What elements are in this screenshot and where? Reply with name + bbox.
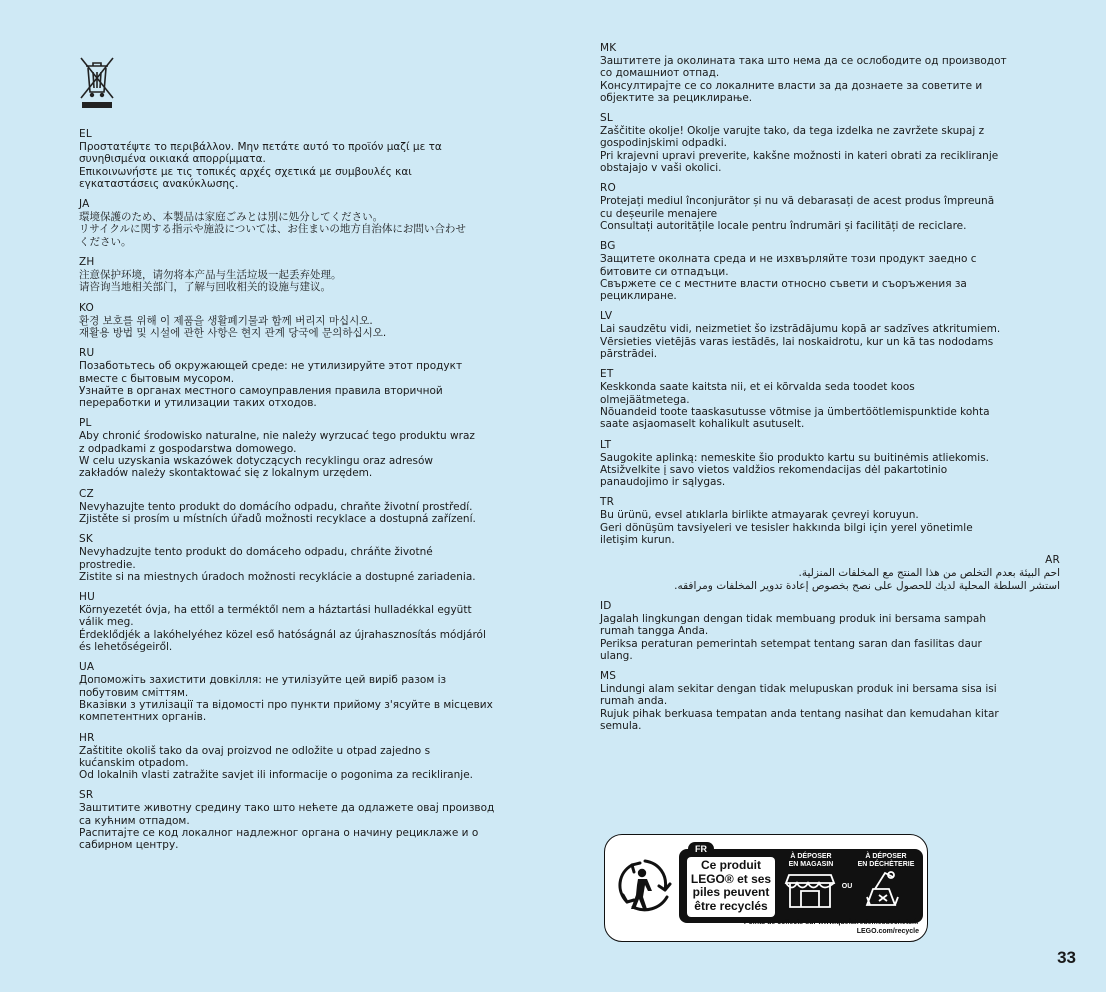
language-block-zh xyxy=(79,256,549,294)
disposal-instructions: Saugokite aplinką: nemeskite šio produkto kartu su buitinėmis atliekomis. Atsižvelkite į savo vietos valdžios rekomendacijas dėl pakartotinio panaudojimo ir sąlygas. xyxy=(600,451,990,489)
language-block-sk xyxy=(79,533,549,583)
language-block-mk xyxy=(600,42,1060,104)
language-code: LV xyxy=(600,310,613,323)
disposal-instructions: Zaštitite okoliš tako da ovaj proizvod ne odložite u otpad zajedno s kućanskim otpadom. Od lokalnih vlasti zatražite savjet ili informacije o pogonima za recikliranje. xyxy=(79,744,473,782)
disposal-instructions: Προστατέψτε το περιβάλλον. Μην πετάτε αυτό το προϊόν μαζί με τα συνηθισμένα οικιακά απορρίμματα. Επικοινωνήστε με τις τοπικές αρχές σχετικά με συμβουλές και εγκαταστάσεις ανακύκλωσης. xyxy=(79,141,442,190)
language-code: CZ xyxy=(79,487,94,500)
collection-points-text: Points de collecte sur www.quefairedemesdechets.fr LEGO.com/recycle xyxy=(743,919,919,935)
disposal-instructions: Zaščitite okolje! Okolje varujte tako, da tega izdelka ne zavržete skupaj z gospodinjskimi odpadki. Pri krajevni upravi preverite, kakšne možnosti in kateri obrati za recikliranje obstajajo v vaši okolici. xyxy=(600,125,999,175)
language-block-id xyxy=(600,600,1060,662)
triman-recycling-badge xyxy=(604,834,928,942)
disposal-instructions: Защитете околната среда и не изхвърляйте този продукт заедно с битовите си отпадъци. Свържете се с местните власти относно съвети и съоръжения за рециклиране. xyxy=(600,253,977,303)
disposal-instructions: Környezetét óvja, ha ettől a terméktől nem a háztartási hulladékkal együtt válik meg. Érdeklődjék a lakóhelyéhez közel eső hatóságnál az újrahasznosítás módjáról és lehetőségeiről. xyxy=(79,604,486,654)
disposal-instructions: Допоможіть захистити довкілля: не утилізуйте цей виріб разом із побутовим сміттям. Вказівки з утилізації та відомості про пункти прийому з'ясуйте в місцевих компетентних органів. xyxy=(79,674,493,724)
language-code: AR xyxy=(1045,554,1060,567)
language-code: RO xyxy=(600,182,616,195)
disposal-instructions: 環境保護のため、本製品は家庭ごみとは別に処分してください。 リサイクルに関する指示や施設については、お住まいの地方自治体にお問い合わせ ください。 xyxy=(79,211,466,248)
or-label: OU xyxy=(841,883,853,890)
disposal-instructions: Заштитете ја околината така што нема да се ослободите од производот со домашниот отпад. Консултирајте се со локалните власти за да дознаете за советите и објектите за рециклирање. xyxy=(600,55,1007,104)
language-code: LT xyxy=(600,438,612,451)
language-block-cz xyxy=(79,488,549,526)
language-block-sl xyxy=(600,112,1060,174)
disposal-instructions: Aby chronić środowisko naturalne, nie należy wyrzucać tego produktu wraz z odpadkami z gospodarstwa domowego. W celu uzyskania wskazówek dotyczących recyklingu oraz adresów zakładów należy skontaktować się z lokalnym urzędem. xyxy=(79,430,475,480)
disposal-instructions: Jagalah lingkungan dengan tidak membuang produk ini bersama sampah rumah tangga Anda. Periksa peraturan pemerintah setempat tentang saran dan fasilitas daur ulang. xyxy=(600,612,987,662)
language-code: ID xyxy=(600,599,612,612)
disposal-instructions: 注意保护环境，请勿将本产品与生活垃圾一起丢弃处理。 请咨询当地相关部门，了解与回收相关的设施与建议。 xyxy=(79,269,342,294)
language-block-ro xyxy=(600,182,1060,232)
right-column xyxy=(600,42,1060,740)
language-block-lv xyxy=(600,310,1060,360)
language-code: MK xyxy=(600,42,617,54)
language-block-tr xyxy=(600,496,1060,546)
recyclable-statement: Ce produit LEGO® et ses piles peuvent être recyclés xyxy=(690,858,772,913)
disposal-instructions: Позаботьтесь об окружающей среде: не утилизируйте этот продукт вместе с бытовым мусором. Узнайте в органах местного самоуправления правила вторичной переработки и утилизации таких отходов. xyxy=(79,360,463,410)
language-code: ET xyxy=(600,368,614,381)
language-block-el xyxy=(79,128,549,190)
triman-icon xyxy=(620,861,670,910)
disposal-instructions: Nevyhazujte tento produkt do domácího odpadu, chraňte životní prostředí. Zjistěte si prosím u místních úřadů možnosti recyklace a dostupná zařízení. xyxy=(79,500,476,525)
disposal-instructions: Nevyhadzujte tento produkt do domáceho odpadu, chráňte životné prostredie. Zistite si na miestnych úradoch možnosti recyklácie a dostupné zariadenia. xyxy=(79,546,476,583)
language-block-bg xyxy=(600,240,1060,302)
language-code: KO xyxy=(79,301,94,314)
language-block-ua xyxy=(79,661,549,723)
disposal-instructions: Keskkonda saate kaitsta nii, et ei kõrvalda seda toodet koos olmejäätmetega. Nõuandeid toote taaskasutusse võtmise ja ümbertöötlemispunktide kohta saate asjaomaselt kohalikult asutuselt. xyxy=(600,381,990,431)
store-drop-label: À DÉPOSER EN MAGASIN xyxy=(788,853,834,868)
language-code: JA xyxy=(79,198,90,211)
language-code: SK xyxy=(79,533,93,546)
disposal-instructions: Lai saudzētu vidi, neizmetiet šo izstrādājumu kopā ar sadzīves atkritumiem. Vērsieties vietējās varas iestādēs, lai noskaidrotu, kur un kā tas nododams pārstrādei. xyxy=(600,323,1001,361)
language-code: HU xyxy=(79,591,95,604)
fr-country-badge: FR xyxy=(688,842,714,856)
language-block-sr xyxy=(79,789,549,851)
language-code: BG xyxy=(600,240,616,253)
page-number: 33 xyxy=(1057,948,1076,967)
language-block-hu xyxy=(79,591,549,653)
language-block-ja xyxy=(79,198,549,248)
language-block-pl xyxy=(79,417,549,479)
language-code: SR xyxy=(79,789,94,802)
disposal-instructions: Protejați mediul înconjurător și nu vă debarasați de acest produs împreună cu deșeurile menajere Consultați autoritățile locale pentru îndrumări și facilități de reciclare. xyxy=(600,195,995,232)
disposal-instructions: Lindungi alam sekitar dengan tidak melupuskan produk ini bersama sisa isi rumah anda. Rujuk pihak berkuasa tempatan anda tentang nasihat dan kemudahan kitar semula. xyxy=(600,683,999,732)
language-code: SL xyxy=(600,112,613,125)
disposal-instructions: احم البيئة بعدم التخلص من هذا المنتج مع المخلفات المنزلية. استشر السلطة المحلية لديك للحصول على نصح بخصوص إعادة تدوير المخلفات ومرافقه. xyxy=(674,567,1060,592)
language-block-hr xyxy=(79,732,549,782)
language-code: RU xyxy=(79,347,95,360)
waste-centre-drop-label: À DÉPOSER EN DÉCHÈTERIE xyxy=(857,853,915,868)
crossed-out-bin-icon xyxy=(79,54,115,110)
language-code: EL xyxy=(79,128,92,140)
language-code: TR xyxy=(600,496,615,509)
disposal-instructions: 환경 보호를 위해 이 제품을 생활폐기물과 함께 버리지 마십시오. 재활용 방법 및 시설에 관한 사항은 현지 관계 당국에 문의하십시오. xyxy=(79,314,387,339)
language-block-ar xyxy=(600,554,1060,592)
disposal-instructions: Bu ürünü, evsel atıklarla birlikte atmayarak çevreyi koruyun. Geri dönüşüm tavsiyeleri ve tesisler hakkında bilgi için yerel yönetimle iletişim kurun. xyxy=(600,509,973,547)
disposal-instructions: Заштитите животну средину тако што нећете да одлажете овај производ са кућним отпадом. Распитајте се код локалног надлежног органа о начину рециклаже и о сабирном центру. xyxy=(79,802,495,852)
language-code: MS xyxy=(600,670,617,683)
language-code: UA xyxy=(79,661,95,674)
language-block-ru xyxy=(79,347,549,409)
language-block-ko xyxy=(79,302,549,340)
person-icon xyxy=(631,869,652,909)
language-block-lt xyxy=(600,439,1060,489)
language-code: HR xyxy=(79,731,95,744)
language-block-et xyxy=(600,368,1060,430)
language-block-ms xyxy=(600,670,1060,732)
left-column xyxy=(79,54,549,860)
language-code: ZH xyxy=(79,256,95,269)
language-code: PL xyxy=(79,417,92,430)
